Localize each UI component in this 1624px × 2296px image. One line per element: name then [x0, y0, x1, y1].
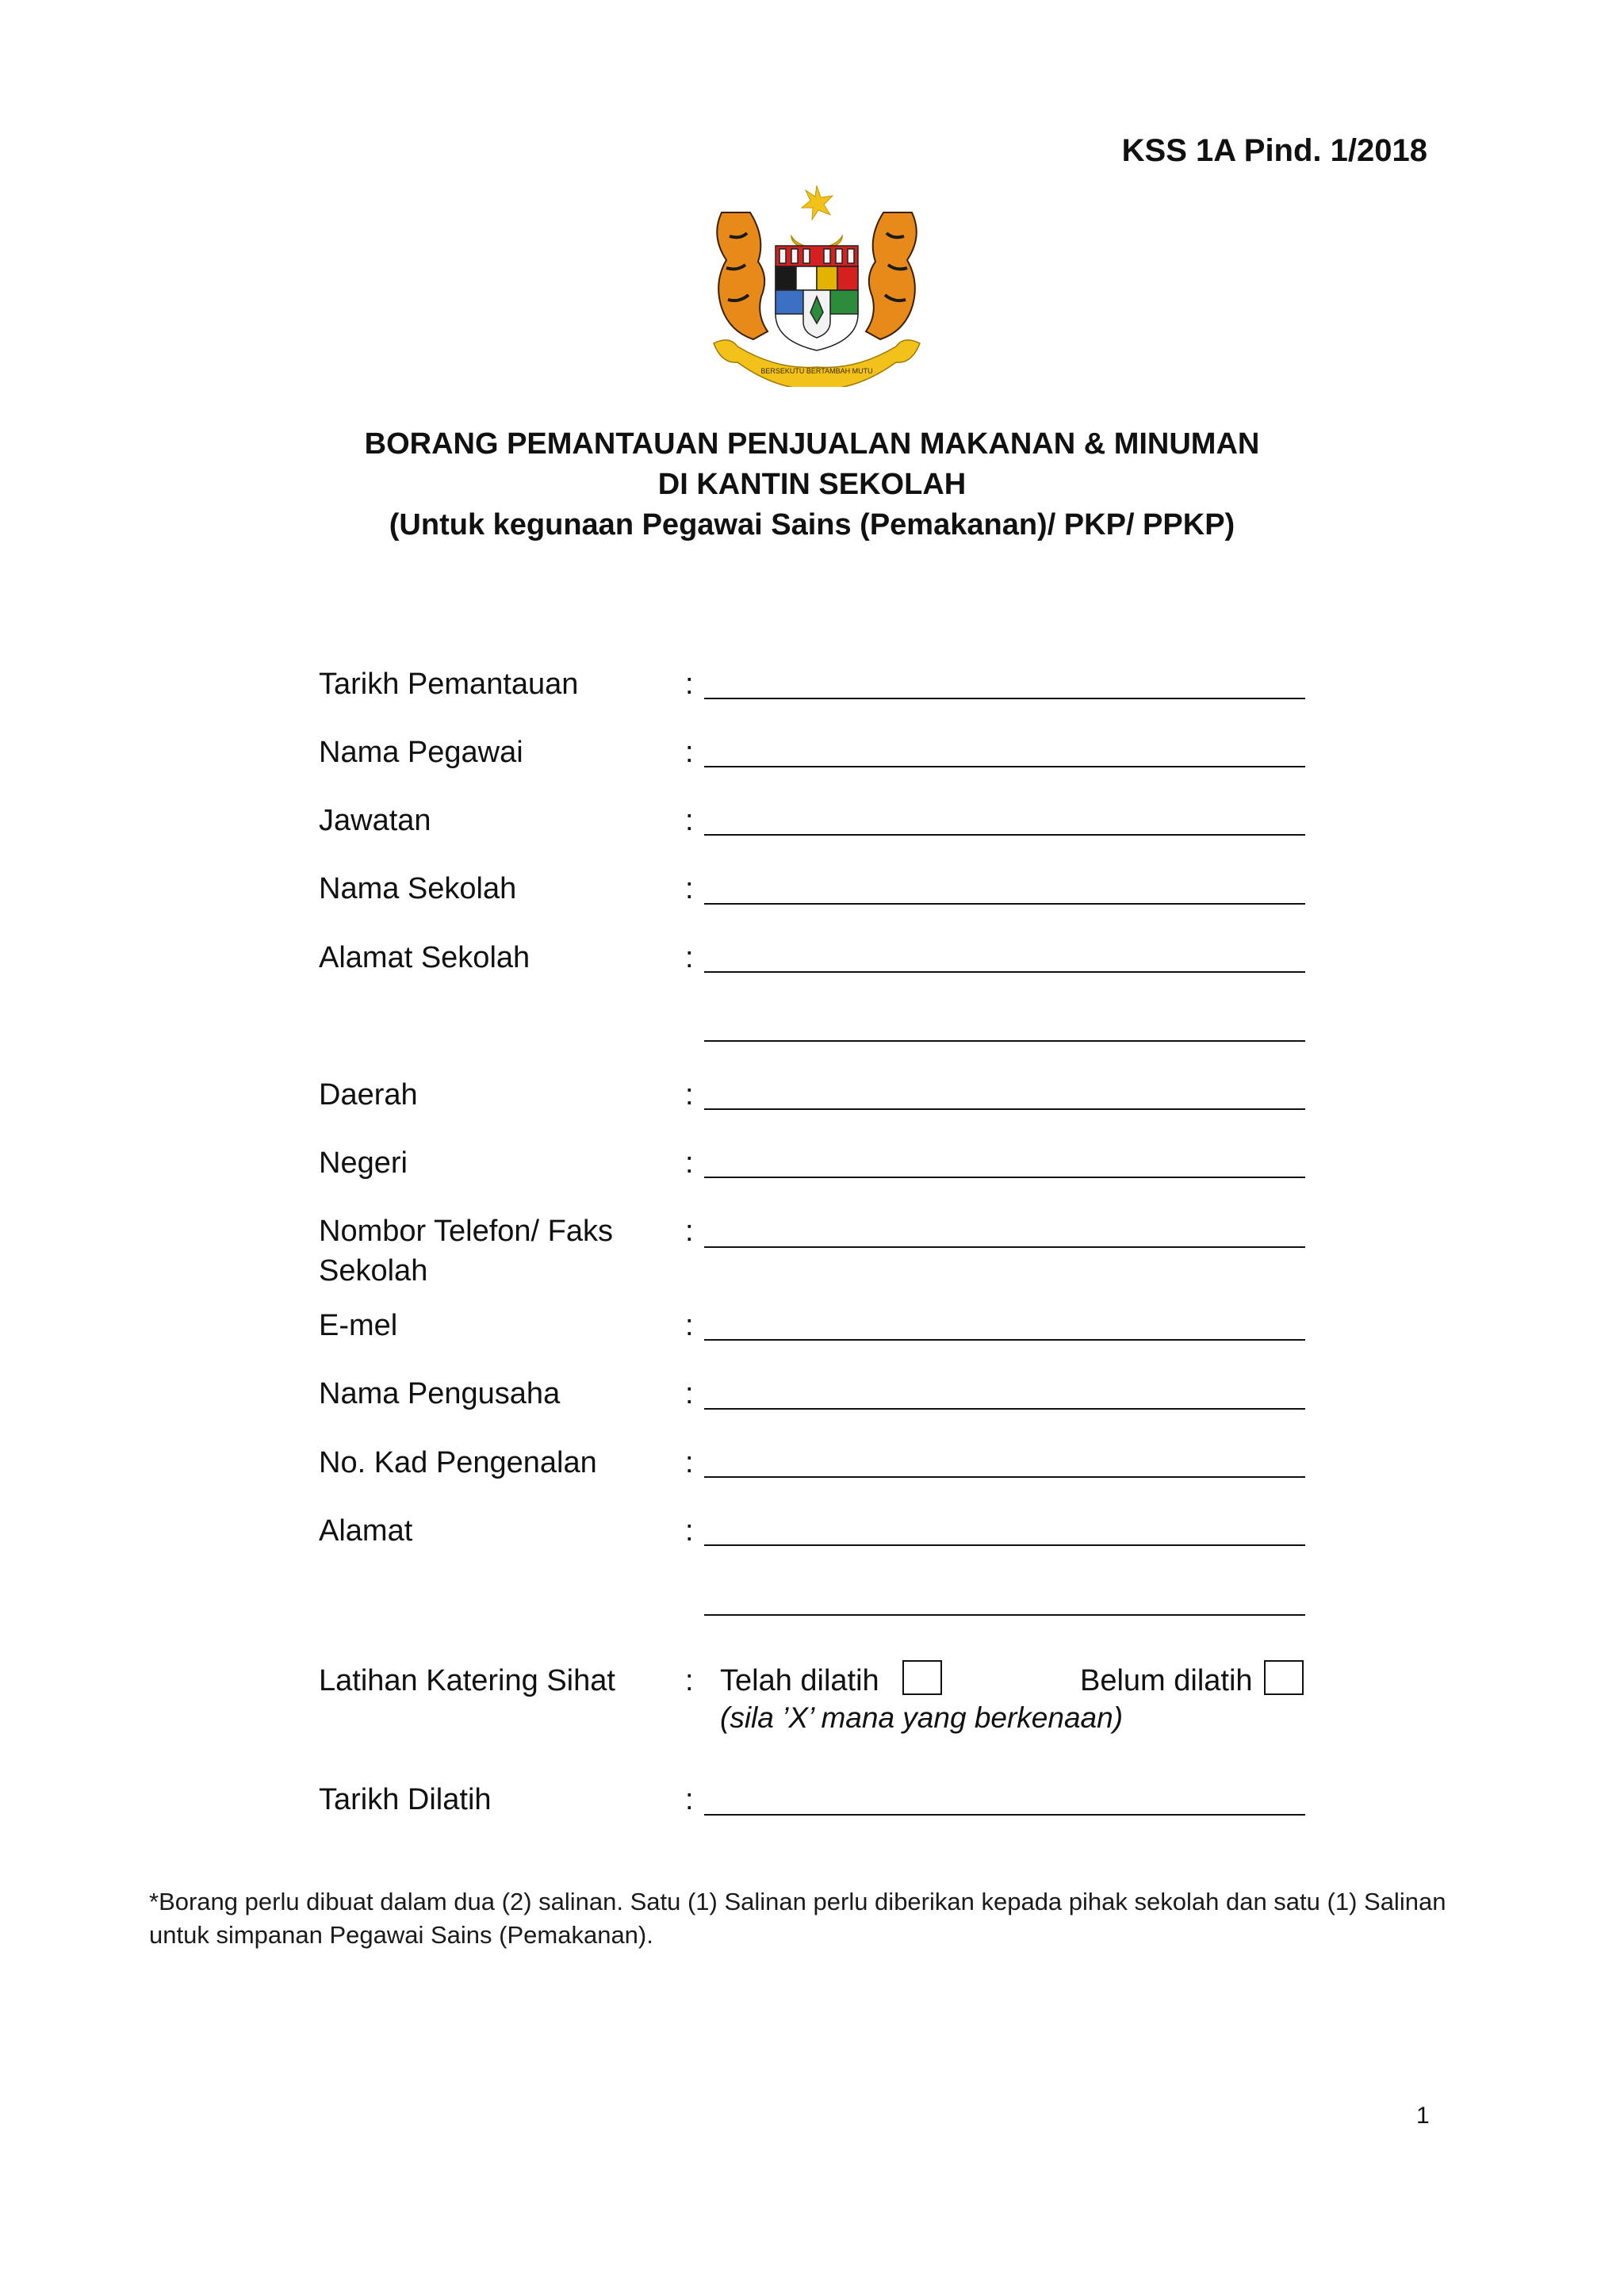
checkbox-belum-dilatih[interactable]: [1264, 1660, 1304, 1695]
colon: :: [685, 872, 694, 905]
label-nama-pegawai: Nama Pegawai: [319, 736, 523, 769]
input-alamat-sekolah-line2[interactable]: [704, 1040, 1305, 1042]
footnote: *Borang perlu dibuat dalam dua (2) salinan. Satu (1) Salinan perlu diberikan kepada pihak sekolah dan satu (1) Salinan untuk simpanan Pegawai Sains (Pemakanan).: [149, 1888, 1446, 1949]
input-tarikh-pemantauan[interactable]: [704, 698, 1305, 699]
input-telefon-faks[interactable]: [704, 1246, 1305, 1248]
label-daerah: Daerah: [319, 1078, 418, 1112]
input-nama-pengusaha[interactable]: [704, 1408, 1305, 1410]
colon: :: [685, 1078, 694, 1112]
label-alamat: Alamat: [319, 1514, 413, 1548]
label-telefon-line1: Nombor Telefon/ Faks: [319, 1215, 614, 1248]
colon: :: [685, 1514, 694, 1548]
crest-motto: BERSEKUTU BERTAMBAH MUTU: [760, 367, 873, 375]
title-line-2: DI KANTIN SEKOLAH: [657, 468, 967, 501]
title-line-3: (Untuk kegunaan Pegawai Sains (Pemakanan)/ PKP/ PPKP): [389, 508, 1235, 541]
label-negeri: Negeri: [319, 1146, 408, 1180]
colon: :: [685, 668, 694, 701]
input-tarikh-dilatih[interactable]: [704, 1814, 1305, 1816]
option-belum-dilatih-label: Belum dilatih: [1080, 1664, 1253, 1697]
checkbox-telah-dilatih[interactable]: [902, 1660, 942, 1695]
colon: :: [685, 941, 694, 974]
label-latihan-katering: Latihan Katering Sihat: [319, 1664, 615, 1697]
form-title: [0, 424, 1624, 545]
input-alamat-sekolah-line1[interactable]: [704, 971, 1305, 973]
label-nama-sekolah: Nama Sekolah: [319, 872, 517, 905]
input-alamat-line2[interactable]: [704, 1614, 1305, 1616]
label-tarikh-dilatih: Tarikh Dilatih: [319, 1783, 492, 1816]
label-emel: E-mel: [319, 1309, 398, 1342]
label-jawatan: Jawatan: [319, 804, 431, 837]
colon: :: [685, 1215, 694, 1248]
title-line-1: BORANG PEMANTAUAN PENJUALAN MAKANAN & MINUMAN: [364, 427, 1260, 461]
colon: :: [685, 736, 694, 769]
colon: :: [685, 1309, 694, 1342]
input-kad-pengenalan[interactable]: [704, 1476, 1305, 1478]
label-telefon-faks: [319, 1211, 652, 1291]
input-alamat-line1[interactable]: [704, 1544, 1305, 1546]
input-nama-sekolah[interactable]: [704, 903, 1305, 905]
label-telefon-line2: Sekolah: [319, 1254, 428, 1288]
input-jawatan[interactable]: [704, 834, 1305, 836]
colon: :: [685, 1146, 694, 1180]
colon: :: [685, 1377, 694, 1410]
page-number: 1: [1416, 2103, 1430, 2129]
label-nama-pengusaha: Nama Pengusaha: [319, 1377, 561, 1410]
label-tarikh-pemantauan: Tarikh Pemantauan: [319, 668, 579, 701]
coat-of-arms-logo: [698, 181, 936, 387]
input-daerah[interactable]: [704, 1108, 1305, 1110]
option-telah-dilatih-label: Telah dilatih: [720, 1664, 879, 1697]
label-kad-pengenalan: No. Kad Pengenalan: [319, 1446, 597, 1479]
colon: :: [685, 804, 694, 837]
label-alamat-sekolah: Alamat Sekolah: [319, 941, 530, 974]
colon: :: [685, 1446, 694, 1479]
document-code: KSS 1A Pind. 1/2018: [1121, 133, 1427, 168]
input-emel[interactable]: [704, 1339, 1305, 1341]
input-nama-pegawai[interactable]: [704, 766, 1305, 767]
input-negeri[interactable]: [704, 1177, 1305, 1178]
colon: :: [685, 1783, 694, 1816]
colon: :: [685, 1664, 694, 1697]
checkbox-hint: (sila ’X’ mana yang berkenaan): [720, 1701, 1124, 1734]
